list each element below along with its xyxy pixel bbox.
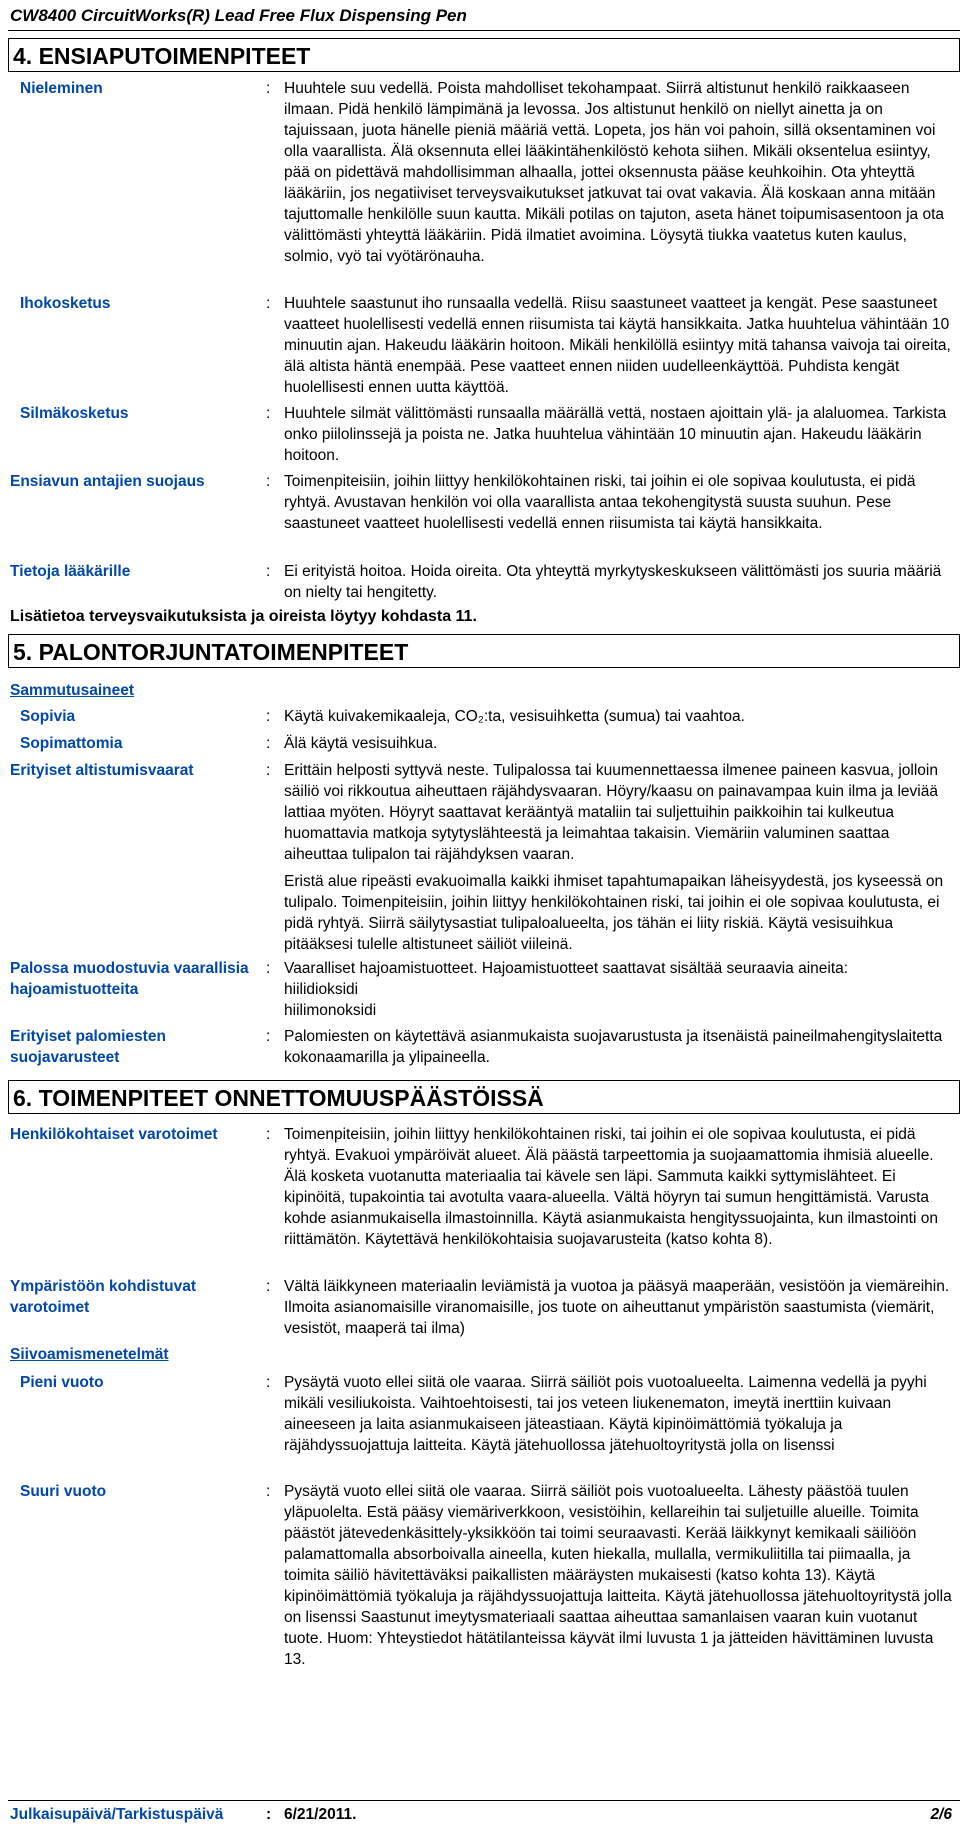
text-first-aider-protection: Toimenpiteisiin, joihin liittyy henkilökohtainen riski, tai joihin ei ole sopivaa koulutusta, ei pidä ryhtyä. Avustavan henkilön voi olla vaarallista antaa tekohengitystä suusta suuhun. Pese saastuneet vaatteet huolellisesti vedellä ennen riisumista tai käytä hansikkaita. [284, 473, 916, 532]
label-suitable: Sopivia [20, 708, 76, 725]
label-firefighter-ppe: Erityiset palomiesten suojavarusteet [10, 1028, 166, 1066]
text-unsuitable: Älä käytä vesisuihkua. [284, 735, 438, 752]
section-5-heading: 5. PALONTORJUNTATOIMENPITEET [8, 634, 960, 668]
section-4-heading: 4. ENSIAPUTOIMENPITEET [8, 38, 960, 72]
text-personal-precautions: Toimenpiteisiin, joihin liittyy henkilökohtainen riski, tai joihin ei ole sopivaa koulutusta, ei pidä ryhtyä. Evakuoi ympäröivät alueet. Älä päästä tarpeettomia ja suojaamattomia ihmisiä alueelle. Älä kosketa vuotanutta materiaalia tai kävele sen läpi. Sammuta kaikki syttymislähteet. Ei kipinöitä, tupakointia tai avotulta vaara-alueella. Vältä höyryn tai sumun hengittämistä. Varusta kohde asianmukaisella ilmastoinnilla. Käytä asianmukaista hengityssuojainta, kun ilmastointi on riittämätön. Käytettävä henkilökohtaisia suojavarusteita (katso kohta 8). [284, 1126, 938, 1248]
colon: : [266, 295, 271, 312]
colon: : [266, 1483, 271, 1500]
label-eye-contact: Silmäkosketus [20, 405, 129, 422]
revision-date-label: Julkaisupäivä/Tarkistuspäivä [10, 1806, 224, 1823]
hazards-paragraph-2: Eristä alue ripeästi evakuoimalla kaikki ihmiset tapahtumapaikan läheisyydestä, jos kyseessä on tulipalo. Toimenpiteisiin, joihin liittyy henkilökohtainen riski, tai joihin ei ole sopivaa koulutusta, ei pidä ryhtyä. Siirrä säilytysastiat tulipaloalueelta, jos tähän ei liity riskiä. Käytä vesisuihkua pitääksesi tulelle altistuneet säiliöt viileinä. [284, 873, 944, 953]
colon: : [266, 563, 271, 580]
footer-divider [8, 1800, 960, 1801]
text-firefighter-ppe: Palomiesten on käytettävä asianmukaista suojavarustusta ja itsenäistä paineilmahengityslaitetta kokonaamarilla ja ylipaineella. [284, 1028, 943, 1066]
colon: : [266, 1028, 271, 1045]
section-4-note: Lisätietoa terveysvaikutuksista ja oireista löytyy kohdasta 11. [10, 608, 477, 625]
label-small-spill: Pieni vuoto [20, 1374, 104, 1391]
colon: : [266, 762, 271, 779]
footer-colon: : [266, 1806, 272, 1823]
decomposition-item: hiilimonoksidi [284, 1002, 377, 1019]
colon: : [266, 405, 271, 422]
text-small-spill: Pysäytä vuoto ellei siitä ole vaaraa. Siirrä säiliöt pois vuotoalueelta. Laimenna vedellä ja pyyhi mikäli vesiliukoista. Vaihtoehtoisesti, tai jos veteen liukenematon, imeytä inerttiin kuivaan aineeseen ja laita asianmukaiseen jäteastiaan. Käytä kipinöimättömiä työkaluja ja räjähdyssuojattuja laitteita. Käytä jätehuollossa jätehuoltoyritystä jolla on lisenssi [284, 1374, 927, 1454]
text-eye-contact: Huuhtele silmät välittömästi runsaalla määrällä vettä, nostaen ajoittain ylä- ja alaluomea. Tarkista onko piilolinssejä ja poista ne. Jatka huuhtelua vähintään 10 minuutin ajan. Hakeudu lääkärin hoitoon. [284, 405, 947, 464]
colon: : [266, 1278, 271, 1295]
header-divider [8, 30, 960, 31]
colon: : [266, 473, 271, 490]
label-ingestion: Nieleminen [20, 80, 103, 97]
label-large-spill: Suuri vuoto [20, 1483, 107, 1500]
colon: : [266, 960, 271, 977]
decomposition-item: hiilidioksidi [284, 981, 359, 998]
colon: : [266, 735, 271, 752]
decomposition-intro: Vaaralliset hajoamistuotteet. Hajoamistuotteet saattavat sisältää seuraavia aineita: [284, 960, 849, 977]
label-personal-precautions: Henkilökohtaiset varotoimet [10, 1126, 218, 1143]
section-6-heading: 6. TOIMENPITEET ONNETTOMUUSPÄÄSTÖISSÄ [8, 1080, 960, 1114]
label-physician-notes: Tietoja lääkärille [10, 563, 131, 580]
text-large-spill: Pysäytä vuoto ellei siitä ole vaaraa. Siirrä säiliöt pois vuotoalueelta. Lähesty päästöä tuulen yläpuolelta. Estä pääsy viemäriverkkoon, vesistöihin, kellareihin tai suljetuille alueille. Toimita päästöt jätevedenkäsittely-yksikköön tai toimi seuraavasti. Kerää läikkynyt kemikaali säiliöön palamattomalla absorboivalla aineella, kuten hiekalla, mullalla, vermikuliitilla tai piimaalla, ja toimita säiliö hävitettäväksi paikallisten määräysten mukaisesti (katso kohta 13). Käytä kipinöimättömiä työkaluja ja räjähdyssuojattuja laitteita. Käytä jätehuollossa jätehuoltoyritystä jolla on lisenssi Saastunut imeytysmateriaali saattaa aiheuttaa samanlaisen vaaran kuin vuotanut tuote. Huom: Yhteystiedot hätätilanteissa käyvät ilmi luvusta 1 ja jätteiden hävittäminen luvusta 13. [284, 1483, 952, 1668]
label-decomposition-products: Palossa muodostuvia vaarallisia hajoamistuotteita [10, 960, 249, 998]
document-title: CW8400 CircuitWorks(R) Lead Free Flux Dispensing Pen [10, 6, 467, 25]
text-skin-contact: Huuhtele saastunut iho runsaalla vedellä. Riisu saastuneet vaatteet ja kengät. Pese saastuneet vaatteet huolellisesti vedellä ennen riisumista tai käytä hansikkaita. Jatka huuhtelua vähintään 10 minuutin ajan. Hakeudu lääkärin hoitoon. Mikäli henkilöllä esiintyy mitä tahansa vaivoja tai oireita, älä altista häntä enempää. Pese vaatteet ennen niiden uudelleenkäyttöä. Puhdista kengät huolellisesti ennen uutta käyttöä. [284, 295, 951, 396]
text-physician-notes: Ei erityistä hoitoa. Hoida oireita. Ota yhteyttä myrkytyskeskukseen välittömästi jos suuria määriä on nielty tai hengitetty. [284, 563, 942, 601]
label-unsuitable: Sopimattomia [20, 735, 123, 752]
hazards-paragraph-1: Erittäin helposti syttyvä neste. Tulipalossa tai kuumennettaessa ilmenee paineen kasvua, jolloin säiliö voi rikkoutua aiheuttaen räjähdysvaaran. Höyry/kaasu on painavampaa kuin ilma ja leviää lattiaa myöten. Höyryt saattavat kerääntyä mataliin tai suljettuihin paikkoihin tai kulkeutua huomattavia matkoja sytytyslähteestä ja leimahtaa takaisin. Viemäriin valuminen saattaa aiheuttaa tulipalon tai räjähdyksen vaaran. [284, 762, 938, 863]
colon: : [266, 1374, 271, 1391]
colon: : [266, 80, 271, 97]
text-ingestion: Huuhtele suu vedellä. Poista mahdolliset tekohampaat. Siirrä altistunut henkilö raikkaaseen ilmaan. Pidä henkilö lämpimänä ja levossa. Jos altistunut henkilö on niellyt ainetta ja on tajuissaan, juota hänelle pieniä määriä vettä. Lopeta, jos hän voi pahoin, sillä oksentaminen voi olla vaarallista. Älä oksennuta ellei lääkintähenkilöstö kehota siihen. Mikäli oksentelua esiintyy, pää on pidettävä mahdollisimman alhaalla, jottei oksennusta pääse keuhkoihin. Ota yhteyttä lääkäriin, jos negatiiviset terveysvaikutukset jatkuvat tai ovat vakavia. Älä koskaan anna mitään tajuttomalle henkilölle suun kautta. Mikäli potilas on tajuton, aseta hänet toipumisasentoon ja ota välittömästi yhteyttä lääkäriin. Pidä ilmatiet avoimina. Löysytä tiukka vaatetus kuten kaulus, solmio, vyö tai vyötärönauha. [284, 80, 945, 265]
label-skin-contact: Ihokosketus [20, 295, 111, 312]
label-special-hazards: Erityiset altistumisvaarat [10, 762, 194, 779]
label-environmental-precautions: Ympäristöön kohdistuvat varotoimet [10, 1278, 197, 1316]
text-special-hazards [284, 760, 952, 961]
subheading-cleanup-methods: Siivoamismenetelmät [10, 1346, 169, 1363]
page-number: 2/6 [930, 1806, 952, 1823]
revision-date: 6/21/2011. [284, 1806, 357, 1823]
subheading-extinguishing-media: Sammutusaineet [10, 682, 135, 699]
colon: : [266, 1126, 271, 1143]
colon: : [266, 708, 271, 725]
text-environmental-precautions: Vältä läikkyneen materiaalin leviämistä ja vuotoa ja pääsyä maaperään, vesistöön ja viemäreihin. Ilmoita asianomaisille viranomaisille, jos tuote on aiheuttanut ympäristön saastumista (viemärit, vesistöt, maaperä tai ilma) [284, 1278, 950, 1337]
label-first-aider-protection: Ensiavun antajien suojaus [10, 473, 205, 490]
text-suitable: Käytä kuivakemikaaleja, CO₂:ta, vesisuihketta (sumua) tai vaahtoa. [284, 708, 745, 725]
text-decomposition-products [284, 958, 952, 1021]
